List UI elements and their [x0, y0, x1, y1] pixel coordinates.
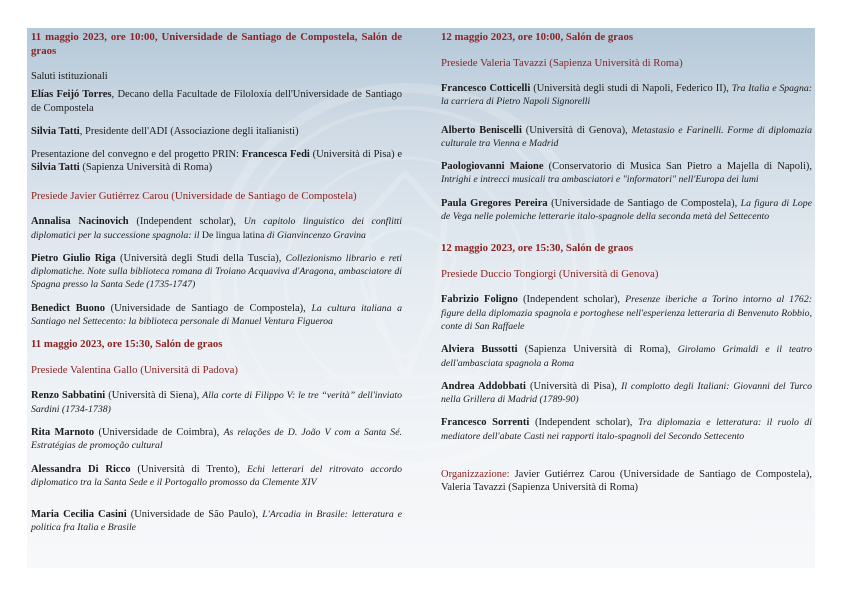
- talk-entry: [441, 380, 812, 407]
- speaker-role: , Decano della Facultade de Filoloxía dell'Universidade de Santiago de Compostela: [31, 89, 403, 114]
- talk-entry: [441, 160, 812, 187]
- speaker-name: Silvia Tatti: [31, 162, 80, 174]
- talk-entry: [31, 302, 402, 329]
- talk-title: La figura di Lope de Vega nelle polemiche letterarie italo-spagnole della seconda metà del Settecento: [441, 197, 812, 223]
- affiliation: (Università degli Studi della Tuscia),: [115, 252, 286, 264]
- day2-morning-heading: 12 maggio 2023, ore 10:00, Salón de graos: [441, 31, 634, 43]
- talk-title: As relações de D. João V com a Santa Sé. Estratégias de promoção cultural: [31, 426, 402, 452]
- talk-entry: [441, 197, 812, 224]
- talk-entry: [441, 416, 812, 443]
- speaker-name: Rita Marnoto: [31, 426, 95, 438]
- speaker-name: Pietro Giulio Riga: [31, 252, 116, 264]
- affiliation: (Independent scholar),: [128, 216, 244, 228]
- talk-title: Metastasio e Farinelli. Forme di diplomazia culturale tra Vienna e Madrid: [441, 124, 812, 149]
- talk-title: Collezionismo librario e reti diplomatiche. Note sulla biblioteca romana di Troiano Acquaviva d'Aragona, ambasciatore di Spagna presso la Santa Sede (1735-1747): [31, 252, 402, 291]
- speaker-name: Maria Cecilia Casini: [31, 509, 127, 521]
- talk-title: Echi letterari del ritrovato accordo diplomatico tra la Santa Sede e il Portogallo promosso da Clemente XIV: [31, 463, 402, 488]
- affiliation: (Università di Pisa),: [525, 380, 622, 392]
- welcome-entry: [31, 125, 402, 138]
- talk-title-roman: De lingua latina: [201, 229, 265, 241]
- right-column: [441, 31, 812, 495]
- session-chair: Presiede Valentina Gallo (Università di Padova): [31, 363, 238, 376]
- speaker-name: Francesco Sorrenti: [441, 417, 530, 429]
- talk-entry: [31, 463, 402, 490]
- speaker-role: , Presidente dell'ADI (Associazione degli italianisti): [79, 125, 299, 137]
- affiliation: (Università di Siena),: [105, 390, 203, 402]
- session-chair: Presiede Javier Gutiérrez Carou (Universidade de Santiago de Compostela): [31, 189, 357, 202]
- talk-entry: [31, 508, 402, 535]
- talk-entry: [31, 426, 402, 453]
- affiliation: (Università di Pisa) e: [309, 149, 403, 161]
- left-column: [31, 31, 402, 545]
- speaker-name: Alberto Beniscelli: [441, 124, 522, 136]
- affiliation: (Independent scholar),: [529, 417, 639, 429]
- speaker-name: Paula Gregores Pereira: [441, 197, 548, 209]
- organization-text: Javier Gutiérrez Carou (Universidade de Santiago de Compostela), Valeria Tavazzi (Sapienza Università di Roma): [441, 469, 812, 494]
- speaker-name: Alessandra Di Ricco: [31, 463, 131, 475]
- talk-title: L'Arcadia in Brasile: letteratura e politica fra Italia e Brasile: [31, 509, 402, 534]
- talk-entry: [441, 82, 812, 109]
- affiliation: (Università di Genova),: [521, 124, 632, 136]
- talk-title: Un capitolo linguistico dei conflitti diplomatici per la successione spagnola: il: [31, 216, 402, 241]
- talk-entry: [441, 293, 812, 333]
- speaker-name: Andrea Addobbati: [441, 380, 526, 392]
- program-panel: [27, 28, 815, 568]
- talk-title: Alla corte di Filippo V: le tre “verità” dell'inviato Sardini (1734-1738): [31, 390, 403, 415]
- presentation-prefix: Presentazione del convegno e del progetto PRIN:: [31, 149, 242, 161]
- speaker-name: Francesca Fedi: [241, 149, 310, 161]
- speaker-name: Renzo Sabbatini: [31, 390, 106, 402]
- talk-title: Tra diplomazia e letteratura: il ruolo di mediatore dell'abate Casti nei rapporti italo-spagnoli del Secondo Settecento: [441, 417, 812, 442]
- speaker-name: Alviera Bussotti: [441, 344, 518, 356]
- day2-afternoon-heading: 12 maggio 2023, ore 15:30, Salón de graos: [441, 242, 634, 255]
- affiliation: (Universidade de Santiago de Compostela),: [547, 197, 741, 209]
- affiliation: (Università di Trento),: [130, 463, 247, 475]
- talk-title: Presenze iberiche a Torino intorno al 1762: figure della diplomazia spagnola e portoghese nell'esperienza letteraria di Benvenuto Robbio, conte di San Raffaele: [441, 294, 812, 332]
- affiliation: (Università degli studi di Napoli, Federico II),: [530, 83, 732, 94]
- talk-entry: [31, 215, 402, 242]
- affiliation: (Universidade de Coimbra),: [94, 426, 224, 438]
- day1-afternoon-heading: 11 maggio 2023, ore 15:30, Salón de graos: [31, 338, 223, 351]
- speaker-name: Silvia Tatti: [31, 125, 80, 137]
- speaker-name: Annalisa Nacinovich: [31, 216, 129, 228]
- talk-entry: [441, 343, 812, 370]
- welcome-entry: [31, 88, 402, 115]
- talk-title: Tra Italia e Spagna: la carriera di Pietro Napoli Signorelli: [441, 83, 813, 108]
- day1-morning-heading: 11 maggio 2023, ore 10:00, Universidade de Santiago de Compostela, Salón de graos: [31, 31, 402, 57]
- session-chair: Presiede Duccio Tongiorgi (Università di Genova): [441, 267, 659, 280]
- affiliation: (Universidade de Santiago de Compostela),: [104, 302, 312, 314]
- affiliation: (Sapienza Università di Roma),: [517, 344, 678, 356]
- speaker-name: Fabrizio Foligno: [441, 294, 518, 306]
- speaker-name: Francesco Cotticelli: [441, 83, 531, 94]
- organization-note: [441, 468, 812, 495]
- talk-title: di Gianvincenzo Gravina: [264, 229, 366, 241]
- affiliation: (Universidade de São Paulo),: [126, 509, 263, 521]
- talk-entry: [31, 389, 402, 416]
- organization-label: Organizzazione:: [441, 469, 510, 481]
- session-chair: Presiede Valeria Tavazzi (Sapienza Università di Roma): [441, 56, 683, 69]
- speaker-name: Benedict Buono: [31, 302, 105, 314]
- talk-title: Intrighi e intrecci musicali tra ambasciatori e "informatori" nell'Europa dei lumi: [441, 174, 759, 186]
- affiliation: (Sapienza Università di Roma): [79, 162, 213, 174]
- talk-title: Il complotto degli Italiani: Giovanni del Turco nella Grillera di Madrid (1789-90): [441, 380, 812, 406]
- affiliation: (Independent scholar),: [517, 294, 626, 306]
- talk-title: Girolamo Grimaldi e il teatro dell'ambasciata spagnola a Roma: [441, 344, 812, 369]
- affiliation: (Conservatorio di Musica San Pietro a Majella di Napoli),: [543, 161, 812, 173]
- talk-entry: [441, 124, 812, 151]
- greetings-line: Saluti istituzionali: [31, 71, 108, 82]
- talk-title: La cultura italiana a Santiago nel Settecento: la biblioteca personale di Manuel Ventura Figueroa: [31, 302, 403, 328]
- presentation-entry: [31, 148, 402, 175]
- talk-entry: [31, 252, 402, 292]
- speaker-name: Elías Feijó Torres: [31, 89, 112, 101]
- speaker-name: Paologiovanni Maione: [441, 161, 544, 173]
